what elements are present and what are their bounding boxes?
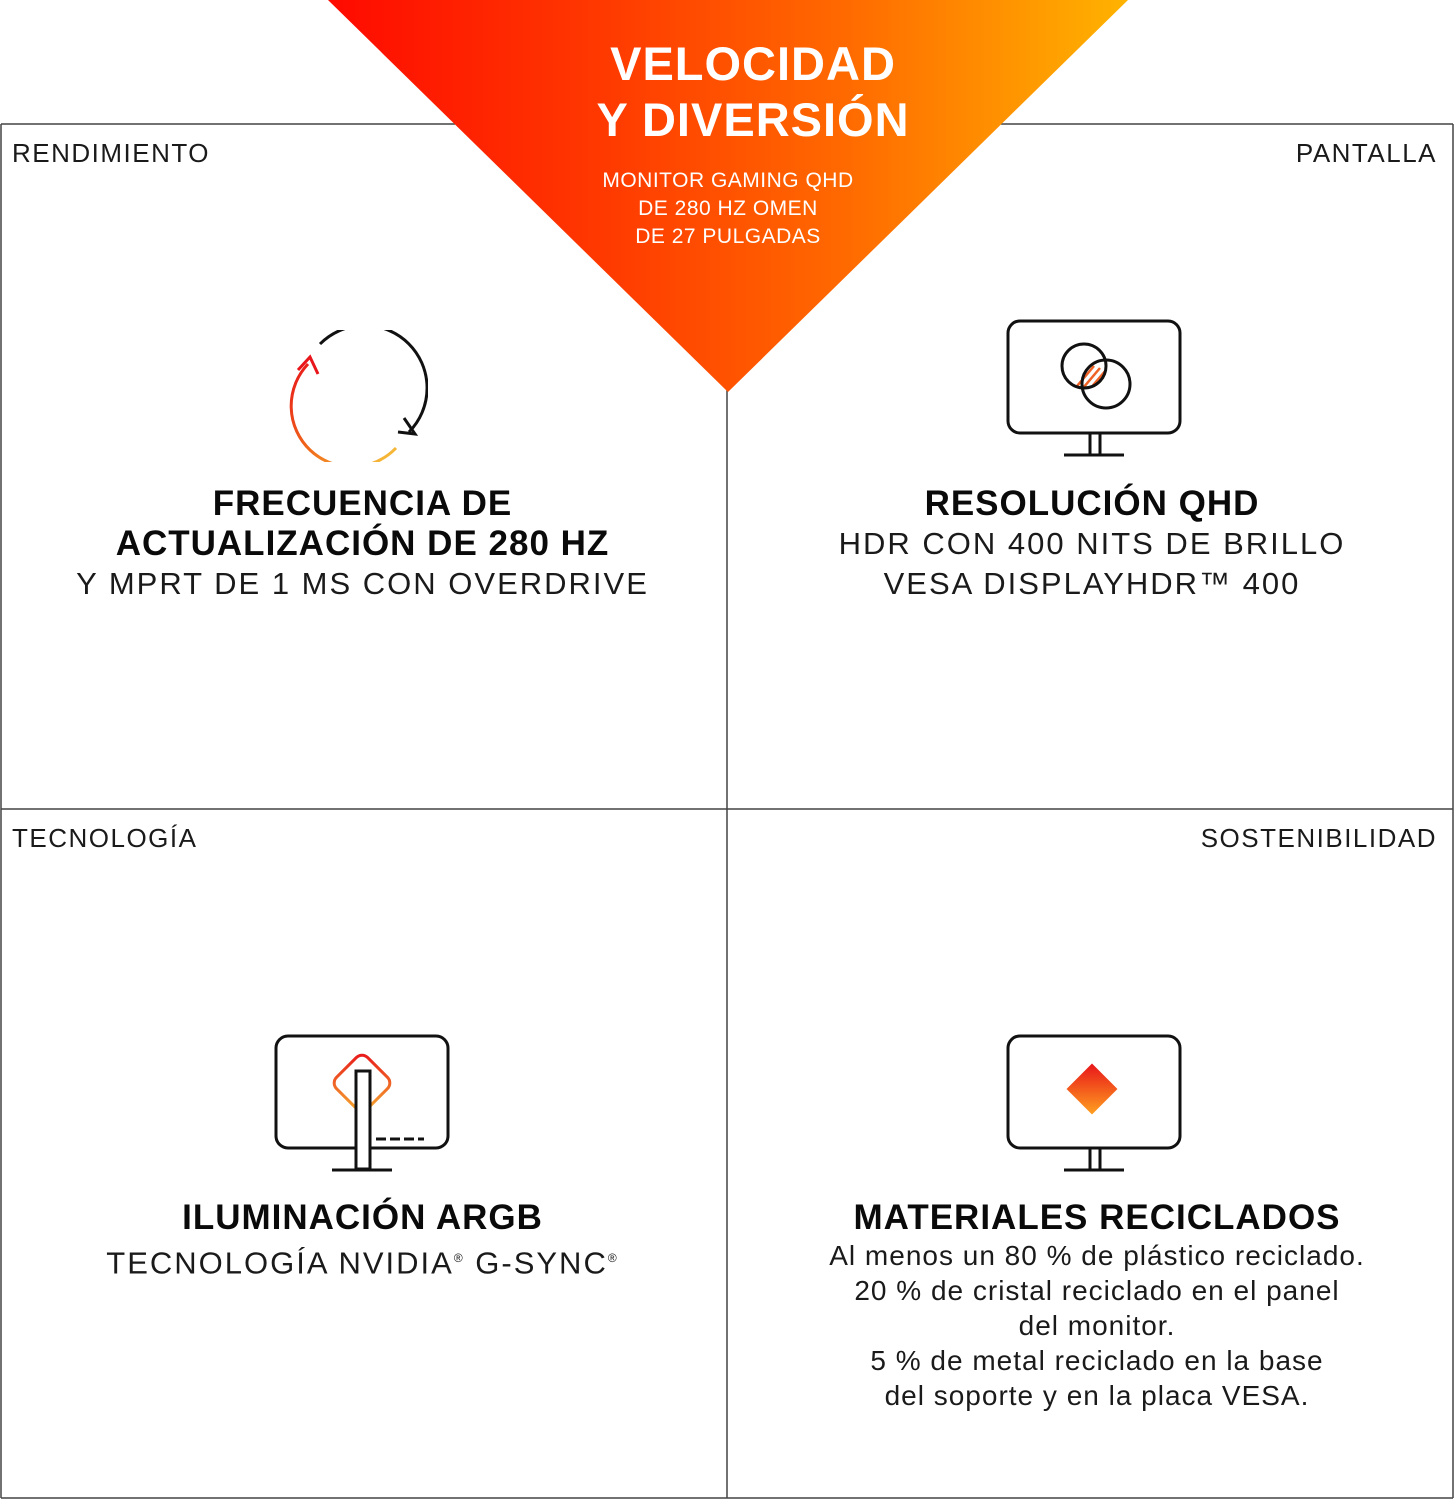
label-rendimiento: RENDIMIENTO bbox=[12, 138, 211, 168]
tecnologia-subline bbox=[20, 1238, 705, 1283]
label-sostenibilidad: SOSTENIBILIDAD bbox=[1200, 823, 1437, 853]
monitor-argb-icon bbox=[272, 1033, 452, 1175]
banner-subtitle-line2: DE 280 HZ OMEN bbox=[638, 197, 818, 220]
sostenibilidad-body bbox=[747, 1238, 1447, 1413]
refresh-arrows-icon bbox=[288, 330, 428, 462]
banner-subtitle-line1: MONITOR GAMING QHD bbox=[602, 169, 854, 192]
sostenibilidad-body-line5: del soporte y en la placa VESA. bbox=[884, 1380, 1310, 1411]
banner-subtitle-line3: DE 27 PULGADAS bbox=[635, 225, 821, 248]
tecnologia-sub-suffix: G-SYNC bbox=[464, 1245, 608, 1281]
sostenibilidad-body-line1: Al menos un 80 % de plástico reciclado. bbox=[829, 1240, 1365, 1271]
pantalla-subline-line2: VESA DISPLAYHDR™ 400 bbox=[883, 566, 1301, 601]
sostenibilidad-body-line2: 20 % de cristal reciclado en el panel bbox=[854, 1275, 1340, 1306]
tecnologia-sub-prefix: TECNOLOGÍA NVIDIA bbox=[106, 1245, 454, 1281]
banner-title bbox=[503, 36, 1003, 148]
tecnologia-headline: ILUMINACIÓN ARGB bbox=[182, 1198, 543, 1237]
pantalla-headline: RESOLUCIÓN QHD bbox=[924, 484, 1260, 523]
sostenibilidad-headline: MATERIALES RECICLADOS bbox=[853, 1198, 1341, 1237]
sostenibilidad-body-line3: del monitor. bbox=[1018, 1310, 1176, 1341]
rendimiento-headline-line2: ACTUALIZACIÓN DE 280 HZ bbox=[115, 524, 610, 563]
monitor-recycled-icon bbox=[1004, 1033, 1184, 1175]
pantalla-subline-line1: HDR CON 400 NITS DE BRILLO bbox=[838, 526, 1346, 561]
rendimiento-headline-line1: FRECUENCIA DE bbox=[212, 484, 513, 523]
label-tecnologia: TECNOLOGÍA bbox=[12, 823, 198, 853]
rendimiento-subline: Y MPRT DE 1 MS CON OVERDRIVE bbox=[76, 566, 649, 601]
rendimiento-headline bbox=[20, 484, 705, 564]
sostenibilidad-body-line4: 5 % de metal reciclado en la base bbox=[870, 1345, 1324, 1376]
banner-subtitle bbox=[553, 167, 903, 251]
banner-title-line2: Y DIVERSIÓN bbox=[596, 93, 910, 146]
pantalla-subline bbox=[747, 524, 1437, 604]
monitor-hdr-icon bbox=[1004, 318, 1184, 460]
label-pantalla: PANTALLA bbox=[1295, 138, 1437, 168]
registered-mark-1: ® bbox=[453, 1251, 465, 1265]
registered-mark-2: ® bbox=[607, 1251, 619, 1265]
banner-title-line1: VELOCIDAD bbox=[610, 37, 896, 90]
